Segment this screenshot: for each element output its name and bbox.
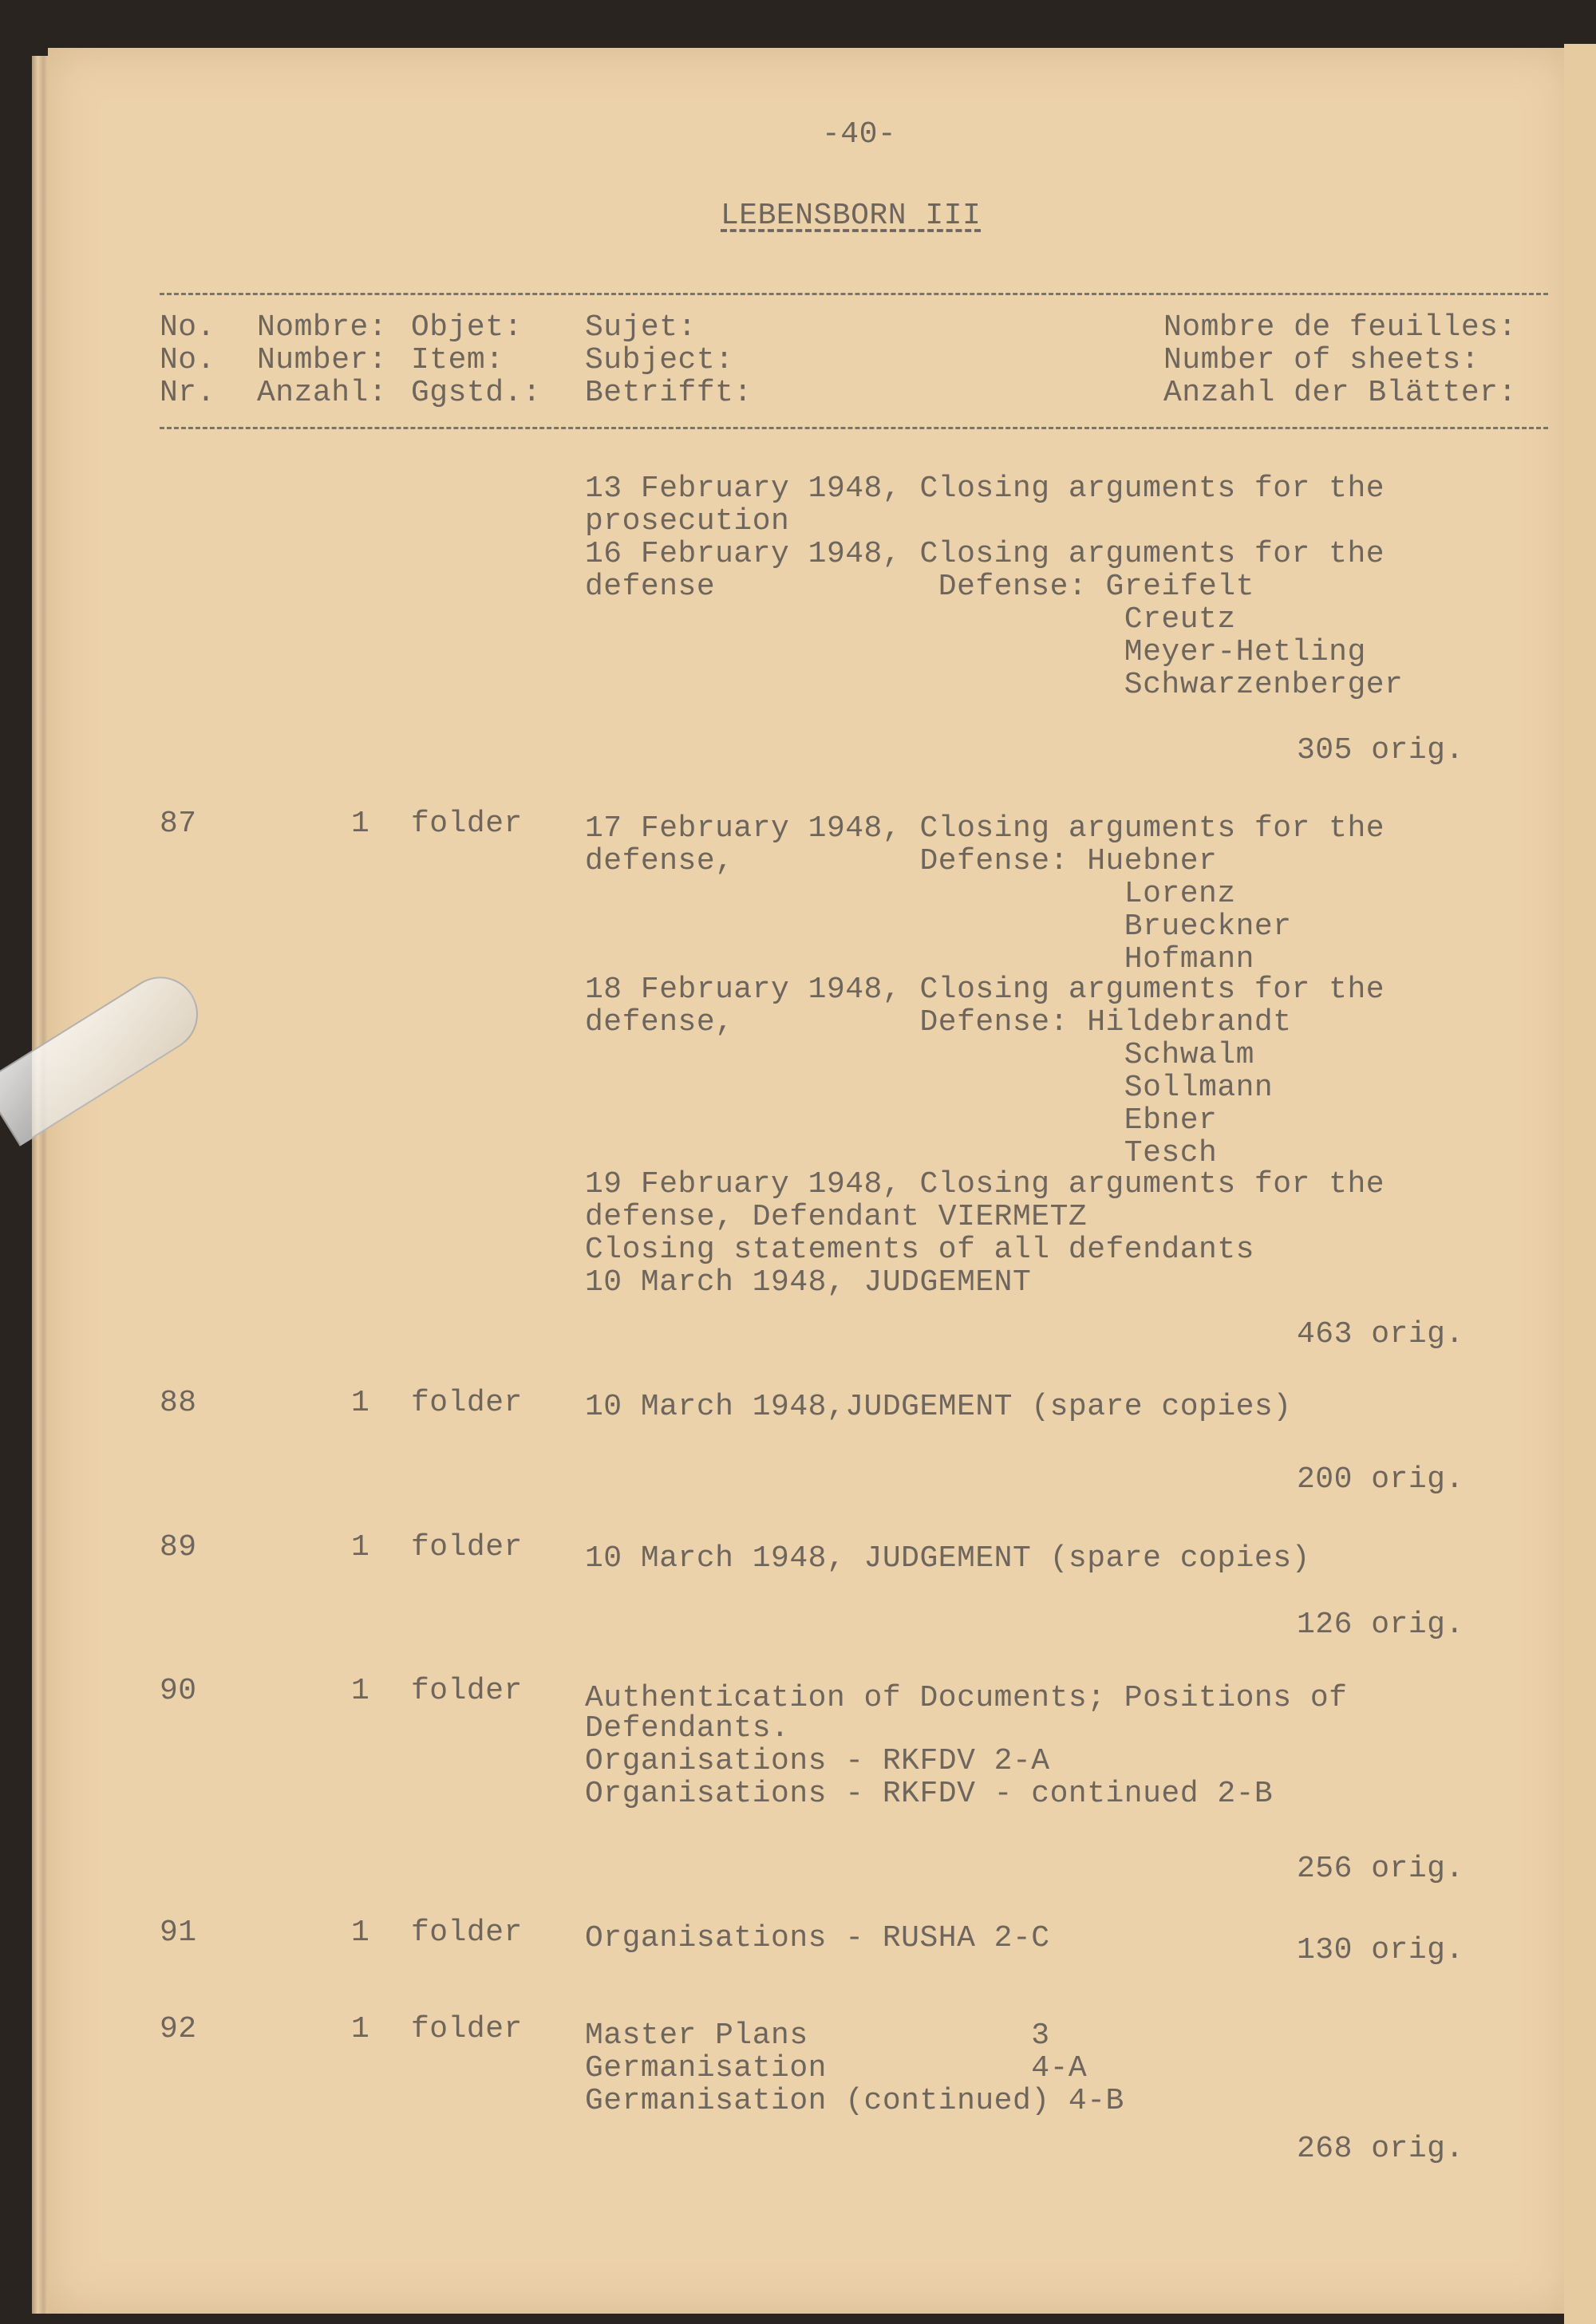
entry-line: Brueckner bbox=[585, 909, 1292, 944]
sheet-count: 256 orig. bbox=[1297, 1852, 1464, 1886]
facing-page-edge bbox=[1564, 44, 1596, 2324]
entry-no: 90 bbox=[160, 1674, 197, 1708]
entry-line: Creutz bbox=[585, 602, 1236, 637]
header-sheets: Anzahl der Blätter: bbox=[1163, 376, 1517, 410]
entry-line: Germanisation (continued) 4-B bbox=[585, 2084, 1124, 2118]
entry-line: Organisations - RKFDV - continued 2-B bbox=[585, 1777, 1274, 1811]
header-subject: Betrifft: bbox=[585, 376, 753, 410]
header-no: No. bbox=[160, 310, 215, 345]
entry-line: Organisations - RKFDV 2-A bbox=[585, 1744, 1050, 1778]
header-sheets: Nombre de feuilles: bbox=[1163, 310, 1517, 345]
header-number: Number: bbox=[257, 343, 388, 377]
entry-item: folder bbox=[411, 2012, 523, 2046]
entry-line: 18 February 1948, Closing arguments for the bbox=[585, 973, 1385, 1007]
entry-no: 92 bbox=[160, 2012, 197, 2046]
header-number: Anzahl: bbox=[257, 376, 388, 410]
sheet-count: 200 orig. bbox=[1297, 1462, 1464, 1497]
entry-line: Hofmann bbox=[585, 942, 1254, 977]
entry-line: 17 February 1948, Closing arguments for the bbox=[585, 811, 1385, 846]
header-item: Objet: bbox=[411, 310, 523, 345]
entry-line: Tesch bbox=[585, 1136, 1218, 1170]
header-subject: Subject: bbox=[585, 343, 734, 377]
entry-number: 1 bbox=[351, 807, 370, 841]
entry-line: Closing statements of all defendants bbox=[585, 1233, 1254, 1267]
entry-line: defense, Defense: Huebner bbox=[585, 844, 1218, 878]
book-spine-edge bbox=[32, 56, 49, 2314]
header-bottom-rule bbox=[160, 427, 1548, 429]
header-subject: Sujet: bbox=[585, 310, 697, 345]
entry-line: Master Plans 3 bbox=[585, 2018, 1050, 2053]
entry-line: Lorenz bbox=[585, 877, 1236, 911]
header-top-rule bbox=[160, 293, 1548, 295]
sheet-count: 268 orig. bbox=[1297, 2132, 1464, 2166]
entry-item: folder bbox=[411, 1386, 523, 1420]
entry-line: Ebner bbox=[585, 1103, 1218, 1138]
entry-line: Authentication of Documents; Positions of bbox=[585, 1681, 1348, 1715]
entry-number: 1 bbox=[351, 1530, 370, 1564]
header-item: Ggstd.: bbox=[411, 376, 542, 410]
entry-line: Meyer-Hetling bbox=[585, 635, 1366, 669]
entry-no: 87 bbox=[160, 807, 197, 841]
entry-line: 10 March 1948, JUDGEMENT (spare copies) bbox=[585, 1541, 1310, 1576]
entry-line: defense Defense: Greifelt bbox=[585, 570, 1254, 604]
sheet-count: 463 orig. bbox=[1297, 1317, 1464, 1351]
entry-number: 1 bbox=[351, 1674, 370, 1708]
entry-line: defense, Defendant VIERMETZ bbox=[585, 1200, 1088, 1234]
sheet-count: 130 orig. bbox=[1297, 1933, 1464, 1967]
entry-item: folder bbox=[411, 1530, 523, 1564]
header-item: Item: bbox=[411, 343, 504, 377]
entry-line: defense, Defense: Hildebrandt bbox=[585, 1005, 1292, 1040]
entry-item: folder bbox=[411, 1674, 523, 1708]
entry-item: folder bbox=[411, 1916, 523, 1950]
entry-line: Organisations - RUSHA 2-C bbox=[585, 1921, 1050, 1955]
entry-line: Schwalm bbox=[585, 1038, 1254, 1072]
header-no: No. bbox=[160, 343, 215, 377]
entry-number: 1 bbox=[351, 1916, 370, 1950]
entry-line: Sollmann bbox=[585, 1071, 1274, 1105]
entry-number: 1 bbox=[351, 2012, 370, 2046]
entry-line: Defendants. bbox=[585, 1711, 790, 1746]
entry-line: Germanisation 4-A bbox=[585, 2051, 1088, 2085]
entry-line: 10 March 1948, JUDGEMENT bbox=[585, 1265, 1032, 1300]
entry-item: folder bbox=[411, 807, 523, 841]
entry-no: 91 bbox=[160, 1916, 197, 1950]
entry-line: 13 February 1948, Closing arguments for the bbox=[585, 472, 1385, 506]
header-no: Nr. bbox=[160, 376, 215, 410]
entry-line: prosecution bbox=[585, 504, 790, 539]
entry-line: 16 February 1948, Closing arguments for the bbox=[585, 537, 1385, 571]
entry-line: 19 February 1948, Closing arguments for the bbox=[585, 1167, 1385, 1201]
entry-no: 89 bbox=[160, 1530, 197, 1564]
sheet-count: 126 orig. bbox=[1297, 1608, 1464, 1642]
sheet-count: 305 orig. bbox=[1297, 733, 1464, 767]
header-sheets: Number of sheets: bbox=[1163, 343, 1480, 377]
entry-line: 10 March 1948,JUDGEMENT (spare copies) bbox=[585, 1390, 1292, 1424]
entry-no: 88 bbox=[160, 1386, 197, 1420]
entry-line: Schwarzenberger bbox=[585, 668, 1404, 702]
page-number: -40- bbox=[822, 117, 897, 152]
entry-number: 1 bbox=[351, 1386, 370, 1420]
header-number: Nombre: bbox=[257, 310, 388, 345]
document-title: LEBENSBORN III bbox=[721, 199, 982, 233]
